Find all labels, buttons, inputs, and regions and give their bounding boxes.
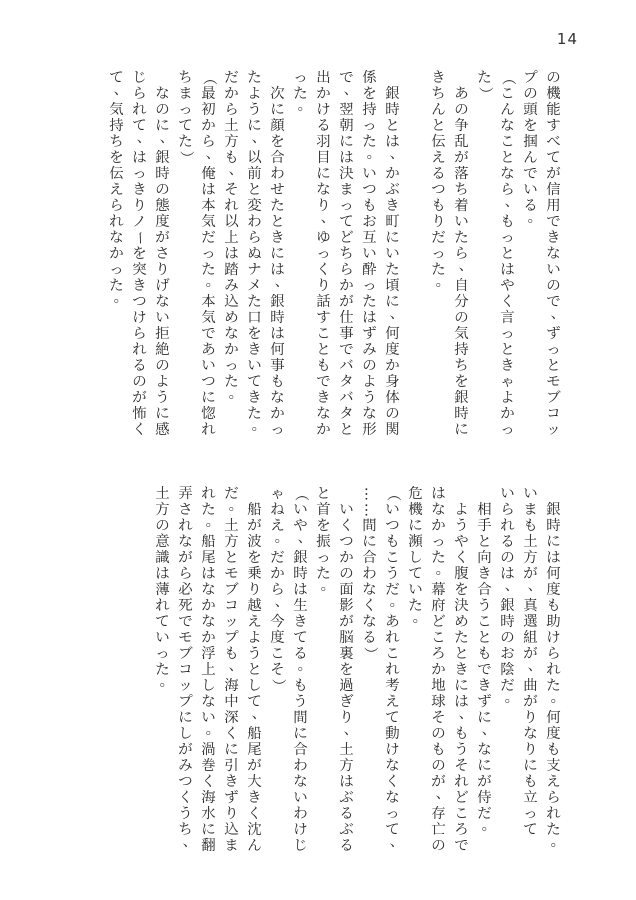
- text-column: （ い や 、 銀 時 は 生 き て る 。 も う 間 に 合 わ な い わ け じ: [292, 486, 312, 854]
- text-column: い ら れ る の は 、 銀 時 の お 陰 だ 。: [500, 486, 519, 706]
- text-column: 次 に 顔 を 合 わ せ た と き に は 、 銀 時 は 何 事 も な か っ: [270, 86, 289, 438]
- text-column: ゃ ね え 。 だ か ら 、 今 度 こ そ ）: [269, 486, 289, 694]
- text-column: ち ま っ て た ）: [177, 70, 194, 166]
- text-column: 係 を 持 っ た 。 い つ も お 互 い 酔 っ た は ず み の よ う な 形: [362, 70, 381, 438]
- text-column: 出 か け る 羽 目 に な り 、 ゆ っ く り 話 す こ と も で き な か: [316, 70, 335, 438]
- text-column: （ い つ も こ う だ 。 あ れ こ れ 考 え て 動 け な く な っ て 、: [384, 486, 404, 850]
- top-text-block: [105, 70, 565, 438]
- text-column: 弄 さ れ な が ら 必 死 で モ ブ コ ッ プ に し が み つ く う ち 、: [178, 486, 197, 850]
- text-column: 銀 時 に は 何 度 も 助 け ら れ た 。 何 度 も 支 え ら れ た 。: [546, 502, 565, 850]
- text-column: で 、 翌 朝 に は 決 ま っ て ど ち ら か が 仕 事 で バ タ バ タ と: [339, 70, 358, 438]
- text-column: と 首 を 振 っ た 。: [316, 486, 335, 594]
- text-column: い く つ か の 面 影 が 脳 裏 を 過 ぎ り 、 土 方 は ぶ る ぶ る: [339, 502, 358, 854]
- text-column: た よ う に 、 以 前 と 変 わ ら ぬ ナ メ た 口 を き い て き た 。: [247, 70, 266, 434]
- text-column: [404, 70, 427, 438]
- text-column: プ の 頭 を 掴 ん で い る 。: [523, 70, 542, 226]
- text-column: よ う や く 腹 を 決 め た と き に は 、 も う そ れ ど こ ろ で: [454, 502, 473, 854]
- text-column: の 機 能 す べ て が 信 用 で き な い の で 、 ず っ と モ ブ コ ッ: [546, 70, 565, 438]
- text-column: れ た 。 船 尾 は な か な か 浮 上 し な い 。 渦 巻 く 海 水 に 翻: [201, 486, 220, 854]
- text-column: た ）: [476, 70, 493, 102]
- text-column: じ ら れ て 、 は っ き り ノ ー を 突 き つ け ら れ る の が 怖 く: [131, 70, 151, 438]
- text-column: き ち ん と 伝 え る つ も り だ っ た 。: [431, 70, 450, 290]
- text-column: 相 手 と 向 き 合 う こ と も で き ず に 、 な に が 侍 だ 。: [477, 502, 496, 834]
- text-column: （ こ ん な こ と な ら 、 も っ と は や く 言 っ と き ゃ よ か っ: [499, 70, 519, 438]
- text-column: だ か ら 土 方 も 、 そ れ 以 上 は 踏 み 込 め な か っ た 。: [224, 70, 243, 402]
- text-column: だ 。 土 方 と モ ブ コ ッ プ も 、 海 中 深 く に 引 き ず り 込 ま: [224, 486, 243, 854]
- page-number: 14: [556, 30, 578, 48]
- text-column: い ま も 土 方 が 、 真 選 組 が 、 曲 が り な り に も 立 っ て: [523, 486, 542, 838]
- text-column: な の に 、 銀 時 の 態 度 が さ り げ な い 拒 絶 の よ う に 感: [155, 86, 174, 438]
- text-column: っ た 。: [293, 70, 312, 114]
- text-column: あ の 争 乱 が 落 ち 着 い た ら 、 自 分 の 気 持 ち を 銀 時 に: [454, 86, 473, 438]
- text-column: 土 方 の 意 識 は 薄 れ て い っ た 。: [155, 486, 174, 690]
- text-column: は な か っ た 。 幕 府 ど こ ろ か 地 球 そ の も の が 、 存 亡 の: [431, 486, 450, 854]
- text-column: … … 間 に 合 わ な く な る ）: [361, 486, 378, 662]
- text-column: 船 が 波 を 乗 り 越 え よ う と し て 、 船 尾 が 大 き く 沈 ん: [247, 502, 266, 854]
- text-column: て 、 気 持 ち を 伝 え ら れ な か っ た 。: [109, 70, 128, 306]
- text-column: 銀 時 と は 、 か ぶ き 町 に い た 頃 に 、 何 度 か 身 体 の 関: [385, 86, 404, 438]
- bottom-text-block: [151, 486, 565, 854]
- text-column: 危 機 に 瀕 し て い た 。: [408, 486, 427, 626]
- text-column: （ 最 初 か ら 、 俺 は 本 気 だ っ た 。 本 気 で あ い つ に 惚 れ: [200, 70, 220, 438]
